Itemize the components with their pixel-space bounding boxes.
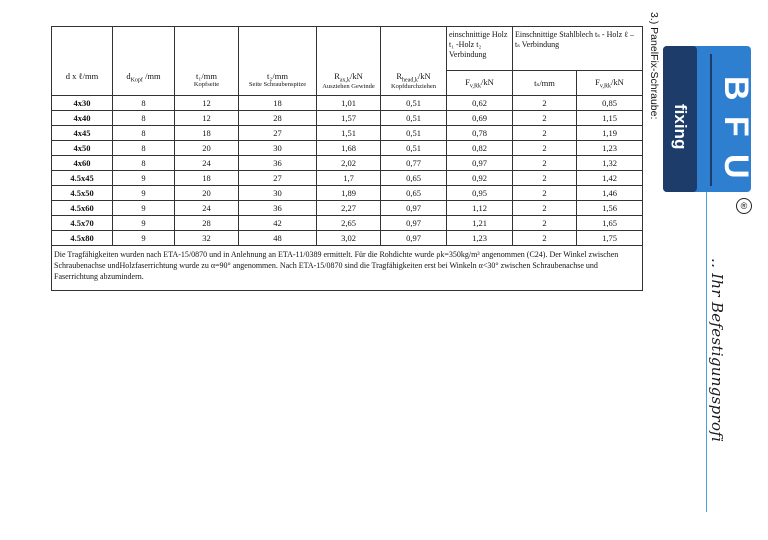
footnote: Die Tragfähigkeiten wurden nach ETA-15/0870 und in Anlehnung an ETA-11/0389 ermittelt. Für die Rohdichte wurde ρk=350kg/m³ angenommen (C24). Der Winkel zwischen Schraubenachse undHolzfaserrichtung wurde zu α=90° angenommen. Nach ETA-15/0870 sind die Tragfähigkeiten erst bei Winkeln α<30° zwischen Schraubenachse und Faserrichtung abzumindern. (52, 246, 643, 291)
table-row (52, 111, 643, 126)
table-cell: 27 (239, 126, 317, 141)
table-cell: 2 (513, 231, 577, 246)
table-cell: 0,51 (381, 96, 447, 111)
table-cell: 0,97 (447, 156, 513, 171)
screw-size-cell: 4x50 (52, 141, 113, 156)
table-cell: 0,51 (381, 141, 447, 156)
table-cell: 1,01 (317, 96, 381, 111)
table-row (52, 96, 643, 111)
table-cell: 2 (513, 96, 577, 111)
header-blank (52, 27, 113, 71)
table-cell: 12 (175, 96, 239, 111)
table-cell: 27 (239, 171, 317, 186)
load-capacity-table (51, 26, 643, 291)
svg-text:fixing: fixing (671, 104, 690, 150)
column-header (239, 71, 317, 96)
table-cell: 9 (113, 171, 175, 186)
table-cell: 0,97 (381, 201, 447, 216)
table-cell: 1,12 (447, 201, 513, 216)
column-header (175, 71, 239, 96)
table-cell: 36 (239, 201, 317, 216)
column-header-label: $R_{ax,k}/kN$ (334, 70, 363, 84)
group-header-wood-wood: einschnittige Holz t₁ -Holz t₂ Verbindung (447, 27, 513, 71)
column-header-label: $F_{v,Rk}/kN$ (595, 76, 624, 90)
screw-size-cell: 4.5x70 (52, 216, 113, 231)
table-cell: 1,23 (577, 141, 643, 156)
table-cell: 2 (513, 201, 577, 216)
table-cell: 1,57 (317, 111, 381, 126)
table-cell: 1,75 (577, 231, 643, 246)
table-row (52, 186, 643, 201)
column-header (381, 71, 447, 96)
table-cell: 1,21 (447, 216, 513, 231)
column-header-label: tₛ/mm (534, 77, 555, 88)
screw-size-cell: 4.5x60 (52, 201, 113, 216)
table-cell: 0,62 (447, 96, 513, 111)
table-cell: 8 (113, 96, 175, 111)
table-cell: 0,65 (381, 171, 447, 186)
table-cell: 0,92 (447, 171, 513, 186)
table-cell: 18 (175, 126, 239, 141)
table-cell: 0,77 (381, 156, 447, 171)
table-row (52, 156, 643, 171)
table-cell: 1,56 (577, 201, 643, 216)
column-header-label: t₂/mm (267, 70, 288, 81)
table-cell: 0,51 (381, 111, 447, 126)
svg-text:B: B (717, 76, 755, 101)
svg-text:U: U (717, 154, 755, 179)
table-cell: 18 (175, 171, 239, 186)
brand-slogan: .. Ihr Befestigungsprofi (708, 258, 726, 443)
svg-text:F: F (717, 116, 755, 137)
table-cell: 2 (513, 171, 577, 186)
table-cell: 2 (513, 126, 577, 141)
column-header-subcaption: Kopfseite (193, 80, 220, 88)
column-header-subcaption: Ausziehen Gewinde (322, 83, 375, 91)
table-cell: 0,82 (447, 141, 513, 156)
table-cell: 1,32 (577, 156, 643, 171)
table-cell: 20 (175, 186, 239, 201)
table-cell: 0,97 (381, 216, 447, 231)
screw-size-cell: 4.5x45 (52, 171, 113, 186)
group-header-steel-wood: Einschnittige Stahlblech tₛ - Holz ℓ – tₛ Verbindung (513, 27, 643, 71)
table-cell: 2 (513, 156, 577, 171)
table-cell: 0,85 (577, 96, 643, 111)
table-cell: 0,65 (381, 186, 447, 201)
table-cell: 28 (175, 216, 239, 231)
table-cell: 3,02 (317, 231, 381, 246)
column-header (577, 71, 643, 96)
header-blank (239, 27, 317, 71)
header-blank (113, 27, 175, 71)
table-cell: 1,23 (447, 231, 513, 246)
table-row (52, 201, 643, 216)
table-cell: 2,65 (317, 216, 381, 231)
table-row (52, 171, 643, 186)
table-cell: 2,02 (317, 156, 381, 171)
table-cell: 9 (113, 186, 175, 201)
table-cell: 8 (113, 156, 175, 171)
screw-size-cell: 4x45 (52, 126, 113, 141)
table-cell: 1,7 (317, 171, 381, 186)
section-title: 3.) PanelFix-Schraube: (648, 12, 660, 120)
column-header-subcaption: Kopfdurchziehen (390, 83, 437, 91)
table-cell: 1,65 (577, 216, 643, 231)
column-header-label: $d_{Kopf}$ /mm (126, 70, 161, 84)
table-cell: 0,78 (447, 126, 513, 141)
table-cell: 2 (513, 216, 577, 231)
column-header (317, 71, 381, 96)
table-row (52, 141, 643, 156)
table-cell: 0,97 (381, 231, 447, 246)
column-header-label: t₁/mm (196, 70, 217, 81)
table-cell: 42 (239, 216, 317, 231)
table-cell: 9 (113, 201, 175, 216)
table-cell: 2,27 (317, 201, 381, 216)
column-header-label: d x ℓ/mm (65, 70, 99, 81)
table-cell: 24 (175, 201, 239, 216)
registered-trademark-icon: ® (736, 198, 752, 214)
table-cell: 48 (239, 231, 317, 246)
column-header (513, 71, 577, 96)
column-header (447, 71, 513, 96)
table-cell: 2 (513, 186, 577, 201)
table-cell: 1,68 (317, 141, 381, 156)
table-cell: 9 (113, 231, 175, 246)
table-cell: 28 (239, 111, 317, 126)
screw-size-cell: 4x60 (52, 156, 113, 171)
table-cell: 32 (175, 231, 239, 246)
header-blank (175, 27, 239, 71)
table-row (52, 216, 643, 231)
screw-size-cell: 4x40 (52, 111, 113, 126)
divider-line (706, 192, 707, 512)
table-cell: 30 (239, 141, 317, 156)
bfu-fixing-logo (663, 46, 755, 192)
column-header (113, 71, 175, 96)
table-cell: 20 (175, 141, 239, 156)
table-cell: 18 (239, 96, 317, 111)
header-blank (381, 27, 447, 71)
screw-size-cell: 4.5x80 (52, 231, 113, 246)
table-cell: 2 (513, 111, 577, 126)
table-cell: 9 (113, 216, 175, 231)
table-cell: 1,46 (577, 186, 643, 201)
table-cell: 1,42 (577, 171, 643, 186)
column-header-subcaption: Seite Schraubenspitze (248, 80, 307, 88)
table-cell: 30 (239, 186, 317, 201)
screw-size-cell: 4.5x50 (52, 186, 113, 201)
table-cell: 24 (175, 156, 239, 171)
table-cell: 1,51 (317, 126, 381, 141)
table-row (52, 126, 643, 141)
table-cell: 0,95 (447, 186, 513, 201)
table-cell: 36 (239, 156, 317, 171)
table-cell: 12 (175, 111, 239, 126)
table-cell: 1,15 (577, 111, 643, 126)
table-cell: 0,69 (447, 111, 513, 126)
table-cell: 8 (113, 111, 175, 126)
column-header-label: $F_{v,Rk}/kN$ (465, 76, 494, 90)
table-row (52, 231, 643, 246)
header-blank (317, 27, 381, 71)
table-cell: 0,51 (381, 126, 447, 141)
column-header-label: $R_{head,k}/kN$ (396, 70, 431, 84)
screw-size-cell: 4x30 (52, 96, 113, 111)
table-cell: 1,19 (577, 126, 643, 141)
table-cell: 8 (113, 141, 175, 156)
table-cell: 1,89 (317, 186, 381, 201)
table-cell: 2 (513, 141, 577, 156)
column-header (52, 71, 113, 96)
table-cell: 8 (113, 126, 175, 141)
